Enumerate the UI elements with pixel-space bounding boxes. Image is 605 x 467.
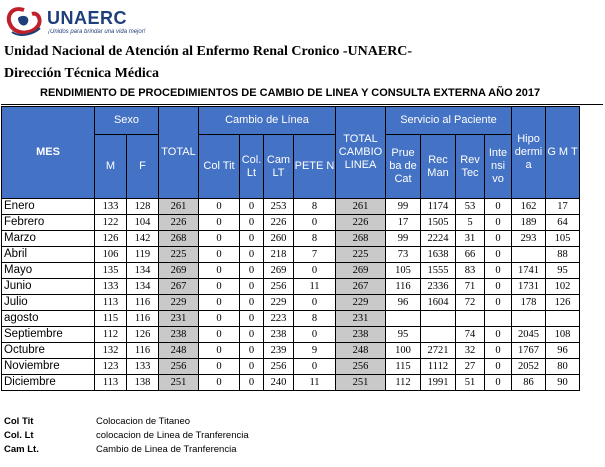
cell-intensivo: 0	[485, 375, 512, 391]
cell-total: 231	[159, 311, 199, 327]
cell-gmt: 88	[546, 247, 580, 263]
cell-rev-tec: 32	[456, 343, 485, 359]
cell-prueba: 96	[386, 295, 421, 311]
cell-total-cambio: 229	[336, 295, 386, 311]
cell-cam-lt: 269	[264, 263, 294, 279]
cell-col-lt: 0	[240, 279, 264, 295]
cell-rec-man	[421, 327, 456, 343]
cell-rev-tec: 66	[456, 247, 485, 263]
table-row	[2, 327, 580, 343]
cell-gmt: 105	[546, 231, 580, 247]
cell-gmt: 126	[546, 295, 580, 311]
cell-intensivo	[485, 311, 512, 327]
cell-col-tit: 0	[199, 215, 240, 231]
cell-prueba	[386, 311, 421, 327]
cell-m: 122	[95, 215, 127, 231]
cell-prueba: 99	[386, 199, 421, 215]
cell-rec-man: 1991	[421, 375, 456, 391]
cell-total-cambio: 256	[336, 359, 386, 375]
cell-rev-tec	[456, 311, 485, 327]
cell-prueba: 115	[386, 359, 421, 375]
cell-intensivo: 0	[485, 231, 512, 247]
cell-intensivo: 0	[485, 359, 512, 375]
cell-col-tit: 0	[199, 263, 240, 279]
cell-cam-lt: 218	[264, 247, 294, 263]
cell-cam-lt: 229	[264, 295, 294, 311]
cell-gmt: 95	[546, 263, 580, 279]
cell-total: 256	[159, 359, 199, 375]
header-gmt: G M T	[546, 107, 580, 199]
cell-col-tit: 0	[199, 375, 240, 391]
cell-total: 251	[159, 375, 199, 391]
table-row	[2, 343, 580, 359]
cell-col-lt: 0	[240, 327, 264, 343]
header-cambio-linea: Cambio de Línea	[199, 107, 336, 135]
cell-hipodermia: 189	[512, 215, 546, 231]
cell-m: 113	[95, 375, 127, 391]
cell-peten: 11	[294, 375, 336, 391]
cell-intensivo: 0	[485, 199, 512, 215]
cell-col-tit: 0	[199, 247, 240, 263]
cell-peten: 8	[294, 231, 336, 247]
cell-cam-lt: 240	[264, 375, 294, 391]
cell-peten: 0	[294, 327, 336, 343]
cell-col-tit: 0	[199, 359, 240, 375]
legend-description: Colocacion de Titaneo	[96, 416, 191, 427]
table-row	[2, 279, 580, 295]
cell-mes: Octubre	[2, 343, 95, 359]
header-hipodermia: Hipo dermi a	[512, 107, 546, 199]
cell-mes: Noviembre	[2, 359, 95, 375]
cell-hipodermia: 2052	[512, 359, 546, 375]
cell-prueba: 95	[386, 327, 421, 343]
cell-intensivo: 0	[485, 295, 512, 311]
cell-col-tit: 0	[199, 343, 240, 359]
cell-hipodermia: 86	[512, 375, 546, 391]
header-total-cambio-linea: TOTAL CAMBIO LINEA	[336, 107, 386, 199]
cell-prueba: 73	[386, 247, 421, 263]
cell-f: 133	[127, 359, 159, 375]
cell-col-lt: 0	[240, 231, 264, 247]
cell-prueba: 99	[386, 231, 421, 247]
table-row	[2, 359, 580, 375]
table-row	[2, 247, 580, 263]
cell-intensivo: 0	[485, 263, 512, 279]
cell-m: 113	[95, 295, 127, 311]
cell-total-cambio: 231	[336, 311, 386, 327]
cell-peten: 11	[294, 279, 336, 295]
cell-col-lt: 0	[240, 263, 264, 279]
cell-rec-man: 1604	[421, 295, 456, 311]
cell-prueba: 112	[386, 375, 421, 391]
table-row	[2, 375, 580, 391]
cell-hipodermia: 293	[512, 231, 546, 247]
cell-total-cambio: 261	[336, 199, 386, 215]
cell-total: 225	[159, 247, 199, 263]
cell-rev-tec: 74	[456, 327, 485, 343]
cell-total-cambio: 269	[336, 263, 386, 279]
cell-rev-tec: 27	[456, 359, 485, 375]
legend-key: Col. Lt	[4, 430, 34, 441]
cell-mes: Septiembre	[2, 327, 95, 343]
cell-total: 267	[159, 279, 199, 295]
unaerc-logo	[2, 2, 152, 42]
header-total: TOTAL	[159, 107, 199, 199]
cell-rec-man: 2336	[421, 279, 456, 295]
cell-mes: Abril	[2, 247, 95, 263]
cell-rev-tec: 71	[456, 279, 485, 295]
cell-intensivo: 0	[485, 215, 512, 231]
header-col-tit: Col Tit	[199, 135, 240, 199]
cell-mes: Mayo	[2, 263, 95, 279]
cell-gmt: 102	[546, 279, 580, 295]
cell-intensivo: 0	[485, 343, 512, 359]
cell-total-cambio: 225	[336, 247, 386, 263]
cell-peten: 0	[294, 263, 336, 279]
cell-hipodermia: 178	[512, 295, 546, 311]
legend-item	[4, 443, 249, 457]
cell-cam-lt: 239	[264, 343, 294, 359]
cell-total: 248	[159, 343, 199, 359]
cell-total: 268	[159, 231, 199, 247]
header-intensivo: Inte nsi vo	[485, 135, 512, 199]
cell-total: 229	[159, 295, 199, 311]
cell-rev-tec: 72	[456, 295, 485, 311]
page-title: Unidad Nacional de Atención al Enfermo Renal Cronico -UNAERC-	[4, 44, 413, 59]
cell-m: 135	[95, 263, 127, 279]
cell-mes: Marzo	[2, 231, 95, 247]
table-row	[2, 231, 580, 247]
cell-col-tit: 0	[199, 311, 240, 327]
cell-f: 104	[127, 215, 159, 231]
cell-col-lt: 0	[240, 375, 264, 391]
header-servicio-paciente: Servicio al Paciente	[386, 107, 512, 135]
cell-f: 119	[127, 247, 159, 263]
cell-col-lt: 0	[240, 215, 264, 231]
cell-f: 126	[127, 327, 159, 343]
cell-m: 112	[95, 327, 127, 343]
cell-total-cambio: 238	[336, 327, 386, 343]
logo-brand-name: UNAERC	[47, 8, 128, 28]
cell-mes: Febrero	[2, 215, 95, 231]
cell-rec-man: 1638	[421, 247, 456, 263]
cell-cam-lt: 226	[264, 215, 294, 231]
cell-total-cambio: 268	[336, 231, 386, 247]
cell-peten: 7	[294, 247, 336, 263]
cell-m: 106	[95, 247, 127, 263]
cell-f: 134	[127, 263, 159, 279]
cell-prueba: 17	[386, 215, 421, 231]
table-row	[2, 215, 580, 231]
cell-total-cambio: 248	[336, 343, 386, 359]
cell-gmt: 80	[546, 359, 580, 375]
cell-rec-man: 2224	[421, 231, 456, 247]
cell-gmt	[546, 311, 580, 327]
header-peten: PETE N	[294, 135, 336, 199]
legend-key: Cam Lt.	[4, 444, 39, 455]
cell-f: 138	[127, 375, 159, 391]
cell-m: 132	[95, 343, 127, 359]
header-prueba-cat: Prue ba de Cat	[386, 135, 421, 199]
cell-mes: Junio	[2, 279, 95, 295]
cell-f: 128	[127, 199, 159, 215]
cell-m: 133	[95, 199, 127, 215]
cell-f: 116	[127, 311, 159, 327]
cell-hipodermia: 1731	[512, 279, 546, 295]
cell-peten: 8	[294, 199, 336, 215]
cell-cam-lt: 253	[264, 199, 294, 215]
cell-total-cambio: 267	[336, 279, 386, 295]
header-rev-tec: Rev Tec	[456, 135, 485, 199]
cell-rec-man: 2721	[421, 343, 456, 359]
cell-hipodermia	[512, 311, 546, 327]
cell-cam-lt: 256	[264, 359, 294, 375]
cell-hipodermia: 1767	[512, 343, 546, 359]
header-sexo: Sexo	[95, 107, 159, 135]
cell-mes: agosto	[2, 311, 95, 327]
cell-cam-lt: 260	[264, 231, 294, 247]
cell-f: 116	[127, 343, 159, 359]
cell-total: 261	[159, 199, 199, 215]
logo-tagline: ¡Unidos para brindar una vida mejor!	[48, 29, 146, 35]
cell-mes: Diciembre	[2, 375, 95, 391]
cell-m: 133	[95, 279, 127, 295]
kidney-logo-icon	[4, 4, 44, 38]
legend-description: Cambio de Linea de Tranferencia	[96, 444, 237, 455]
cell-col-lt: 0	[240, 359, 264, 375]
header-col-lt: Col. Lt	[240, 135, 264, 199]
cell-col-tit: 0	[199, 295, 240, 311]
legend-item	[4, 415, 249, 429]
legend-key: Col Tit	[4, 416, 34, 427]
cell-mes: Julio	[2, 295, 95, 311]
cell-peten: 0	[294, 359, 336, 375]
cell-col-lt: 0	[240, 311, 264, 327]
cell-peten: 0	[294, 295, 336, 311]
cell-col-tit: 0	[199, 327, 240, 343]
cell-f: 142	[127, 231, 159, 247]
header-mes: MES	[2, 107, 95, 199]
table-row	[2, 263, 580, 279]
cell-intensivo: 0	[485, 279, 512, 295]
cell-cam-lt: 238	[264, 327, 294, 343]
cell-hipodermia: 1741	[512, 263, 546, 279]
cell-f: 116	[127, 295, 159, 311]
cell-rec-man: 1555	[421, 263, 456, 279]
header-f: F	[127, 135, 159, 199]
cell-rev-tec: 83	[456, 263, 485, 279]
table-row	[2, 295, 580, 311]
cell-prueba: 116	[386, 279, 421, 295]
cell-col-tit: 0	[199, 199, 240, 215]
cell-mes: Enero	[2, 199, 95, 215]
cell-rec-man: 1112	[421, 359, 456, 375]
cell-hipodermia	[512, 247, 546, 263]
cell-col-lt: 0	[240, 199, 264, 215]
cell-rev-tec: 5	[456, 215, 485, 231]
header-rec-man: Rec Man	[421, 135, 456, 199]
table-body	[2, 199, 580, 391]
report-title: RENDIMIENTO DE PROCEDIMIENTOS DE CAMBIO DE LINEA Y CONSULTA EXTERNA AÑO 2017	[40, 87, 541, 99]
title-divider	[1, 104, 603, 105]
legend-item	[4, 429, 249, 443]
cell-rev-tec: 31	[456, 231, 485, 247]
cell-col-tit: 0	[199, 231, 240, 247]
cell-rec-man: 1174	[421, 199, 456, 215]
cell-total-cambio: 251	[336, 375, 386, 391]
cell-m: 126	[95, 231, 127, 247]
cell-total: 269	[159, 263, 199, 279]
page-subtitle: Dirección Técnica Médica	[4, 66, 159, 81]
cell-col-lt: 0	[240, 295, 264, 311]
cell-rec-man	[421, 311, 456, 327]
cell-total: 238	[159, 327, 199, 343]
cell-m: 115	[95, 311, 127, 327]
cell-cam-lt: 256	[264, 279, 294, 295]
cell-peten: 0	[294, 215, 336, 231]
cell-rev-tec: 51	[456, 375, 485, 391]
cell-gmt: 96	[546, 343, 580, 359]
cell-rec-man: 1505	[421, 215, 456, 231]
cell-m: 123	[95, 359, 127, 375]
cell-prueba: 100	[386, 343, 421, 359]
table-row	[2, 199, 580, 215]
cell-peten: 9	[294, 343, 336, 359]
cell-rev-tec: 53	[456, 199, 485, 215]
cell-col-lt: 0	[240, 247, 264, 263]
cell-total-cambio: 226	[336, 215, 386, 231]
cell-col-tit: 0	[199, 279, 240, 295]
cell-hipodermia: 162	[512, 199, 546, 215]
cell-gmt: 17	[546, 199, 580, 215]
cell-total: 226	[159, 215, 199, 231]
header-cam-lt: Cam LT	[264, 135, 294, 199]
cell-gmt: 90	[546, 375, 580, 391]
cell-f: 134	[127, 279, 159, 295]
cell-gmt: 64	[546, 215, 580, 231]
cell-intensivo: 0	[485, 327, 512, 343]
cell-hipodermia: 2045	[512, 327, 546, 343]
legend-description: colocacion de Linea de Tranferencia	[96, 430, 249, 441]
cell-prueba: 105	[386, 263, 421, 279]
header-m: M	[95, 135, 127, 199]
cell-peten: 8	[294, 311, 336, 327]
cell-intensivo: 0	[485, 247, 512, 263]
cell-col-lt: 0	[240, 343, 264, 359]
abbreviation-legend	[4, 415, 249, 457]
procedures-table	[1, 106, 580, 391]
cell-gmt: 108	[546, 327, 580, 343]
cell-cam-lt: 223	[264, 311, 294, 327]
table-row	[2, 311, 580, 327]
